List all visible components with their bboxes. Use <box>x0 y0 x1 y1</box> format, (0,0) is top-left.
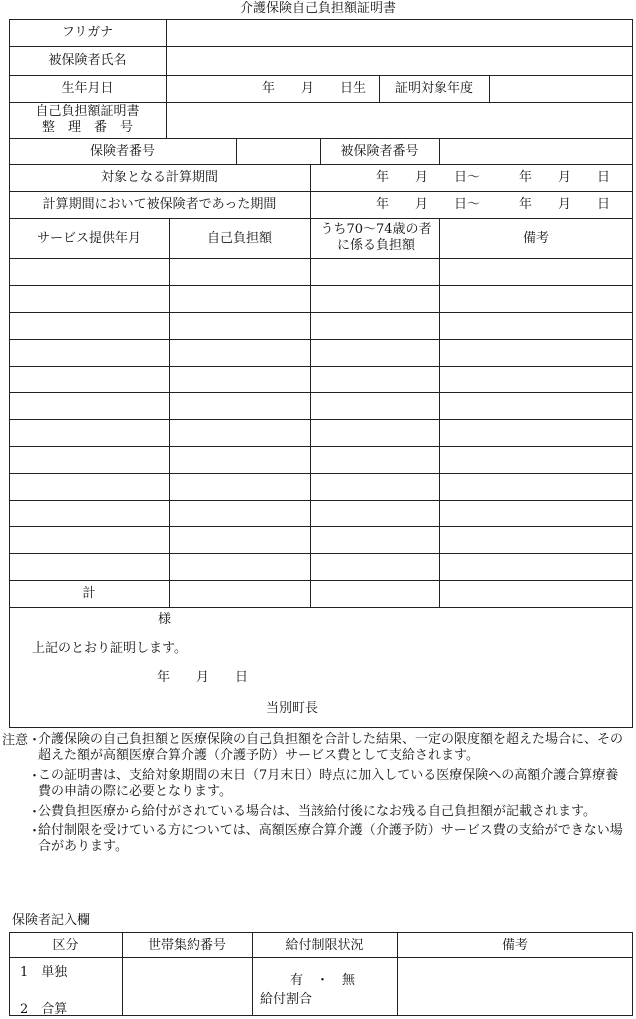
certify-date: 年 月 日 <box>157 670 249 685</box>
note-4: 給付制限を受けている方については、高額医療合算介護（介護予防）サービス費の支給ができない場合があります。 <box>38 823 623 854</box>
period-insured-dates: 年 月 日〜 年 月 日 <box>376 197 611 212</box>
note-2: この証明書は、支給対象期間の末日（7月末日）時点に加入している医療保険への高額介護合算療養費の申請の際に必要となります。 <box>38 768 619 799</box>
period-target-label: 対象となる計算期間 <box>100 170 218 185</box>
insurer-header-household: 世帯集約番号 <box>147 938 226 953</box>
cert-no-label-2: 整 理 番 号 <box>41 120 133 135</box>
sama-label: 様 <box>158 612 172 627</box>
note-1: 介護保険の自己負担額と医療保険の自己負担額を合計した結果、一定の限度額を超えた場合に、その超えた額が高額医療合算介護（介護予防）サービス費として支給されます。 <box>38 732 624 763</box>
certify-statement: 上記のとおり証明します。 <box>32 641 187 656</box>
total-label: 計 <box>82 586 96 601</box>
cert-no-label-1: 自己負担額証明書 <box>35 104 140 119</box>
insurer-no-label: 保険者番号 <box>89 144 155 159</box>
note-bullet-2: ・ <box>28 769 42 784</box>
restriction-status: 有 ・ 無 <box>290 973 356 988</box>
note-3: 公費負担医療から給付がされている場合は、当該給付後になお残る自己負担額が記載されます。 <box>38 804 596 819</box>
insurer-header-kubun: 区分 <box>52 938 79 953</box>
note-bullet-4: ・ <box>28 824 42 839</box>
kubun-single: 1 単独 <box>20 965 68 980</box>
notes-prefix: 注意・ <box>2 733 42 748</box>
furigana-label: フリガナ <box>61 25 114 40</box>
birth-label: 生年月日 <box>61 81 114 96</box>
header-remarks: 備考 <box>522 231 549 246</box>
insured-no-label: 被保険者番号 <box>340 144 419 159</box>
insurer-header-remarks: 備考 <box>501 938 528 953</box>
header-self-pay: 自己負担額 <box>206 231 272 246</box>
insurer-header-restriction: 給付制限状況 <box>285 938 364 953</box>
birth-date: 年 月 日生 <box>262 81 367 96</box>
benefit-rate-label: 給付割合 <box>260 992 313 1007</box>
cert-year-label: 証明対象年度 <box>394 81 473 96</box>
header-service-month: サービス提供年月 <box>36 231 141 246</box>
period-insured-label: 計算期間において被保険者であった期間 <box>42 197 277 212</box>
insurer-section-title: 保険者記入欄 <box>12 913 91 928</box>
header-70-74: うち70〜74歳の者に係る負担額 <box>320 222 432 253</box>
document-title: 介護保険自己負担額証明書 <box>239 1 396 16</box>
period-target-dates: 年 月 日〜 年 月 日 <box>376 170 611 185</box>
kubun-combined: 2 合算 <box>20 1002 68 1017</box>
note-bullet-3: ・ <box>28 805 42 820</box>
issuer-name: 当別町長 <box>266 701 319 716</box>
name-label: 被保険者氏名 <box>48 53 127 68</box>
